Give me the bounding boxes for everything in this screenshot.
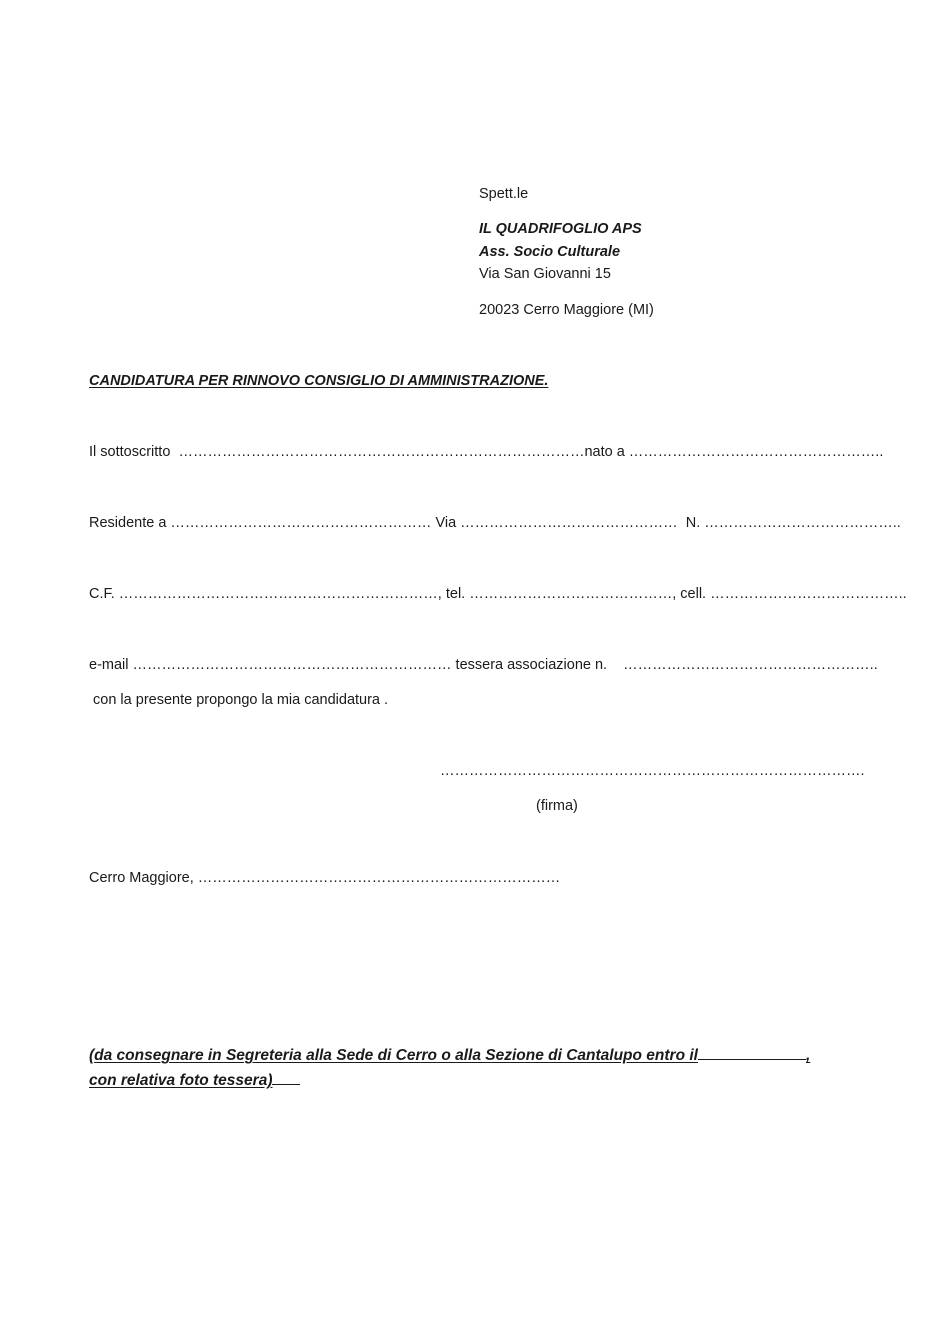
place-date-line: Cerro Maggiore, ………………………………………………………………… bbox=[89, 870, 561, 886]
delivery-note-comma: , bbox=[805, 1047, 811, 1064]
organization-city: 20023 Cerro Maggiore (MI) bbox=[479, 302, 654, 318]
signature-label: (firma) bbox=[536, 798, 578, 814]
field-line-email-membership: e-mail ………………………………………………………… tessera associazione n. …………………………………………….. bbox=[89, 657, 878, 673]
field-line-name-birthplace: Il sottoscritto …………………………………………………………………………nato a …………………………………………….. bbox=[89, 444, 884, 460]
organization-name: IL QUADRIFOGLIO APS bbox=[479, 221, 642, 237]
document-title: CANDIDATURA PER RINNOVO CONSIGLIO DI AMMINISTRAZIONE. bbox=[89, 373, 549, 389]
delivery-note-text: (da consegnare in Segreteria alla Sede di Cerro o alla Sezione di Cantalupo entro il bbox=[89, 1047, 698, 1064]
organization-street: Via San Giovanni 15 bbox=[479, 266, 611, 282]
delivery-note-line2 bbox=[89, 1069, 300, 1092]
organization-subtitle: Ass. Socio Culturale bbox=[479, 244, 621, 260]
delivery-note-line1 bbox=[89, 1044, 810, 1067]
candidacy-statement: con la presente propongo la mia candidatura . bbox=[89, 692, 389, 708]
deadline-blank bbox=[698, 1044, 806, 1060]
trailing-blank bbox=[272, 1069, 300, 1085]
field-line-contacts: C.F. …………………………………………………………, tel. ……………………………………, cell. ………………………………….. bbox=[89, 586, 907, 602]
signature-line: ……………………………………………………………………………. bbox=[440, 763, 865, 779]
field-line-address: Residente a ……………………………………………… Via ……………………………………… N. ………………………………….. bbox=[89, 515, 901, 531]
delivery-note-text-2: con relativa foto tessera) bbox=[89, 1072, 273, 1089]
salutation: Spett.le bbox=[479, 186, 529, 202]
